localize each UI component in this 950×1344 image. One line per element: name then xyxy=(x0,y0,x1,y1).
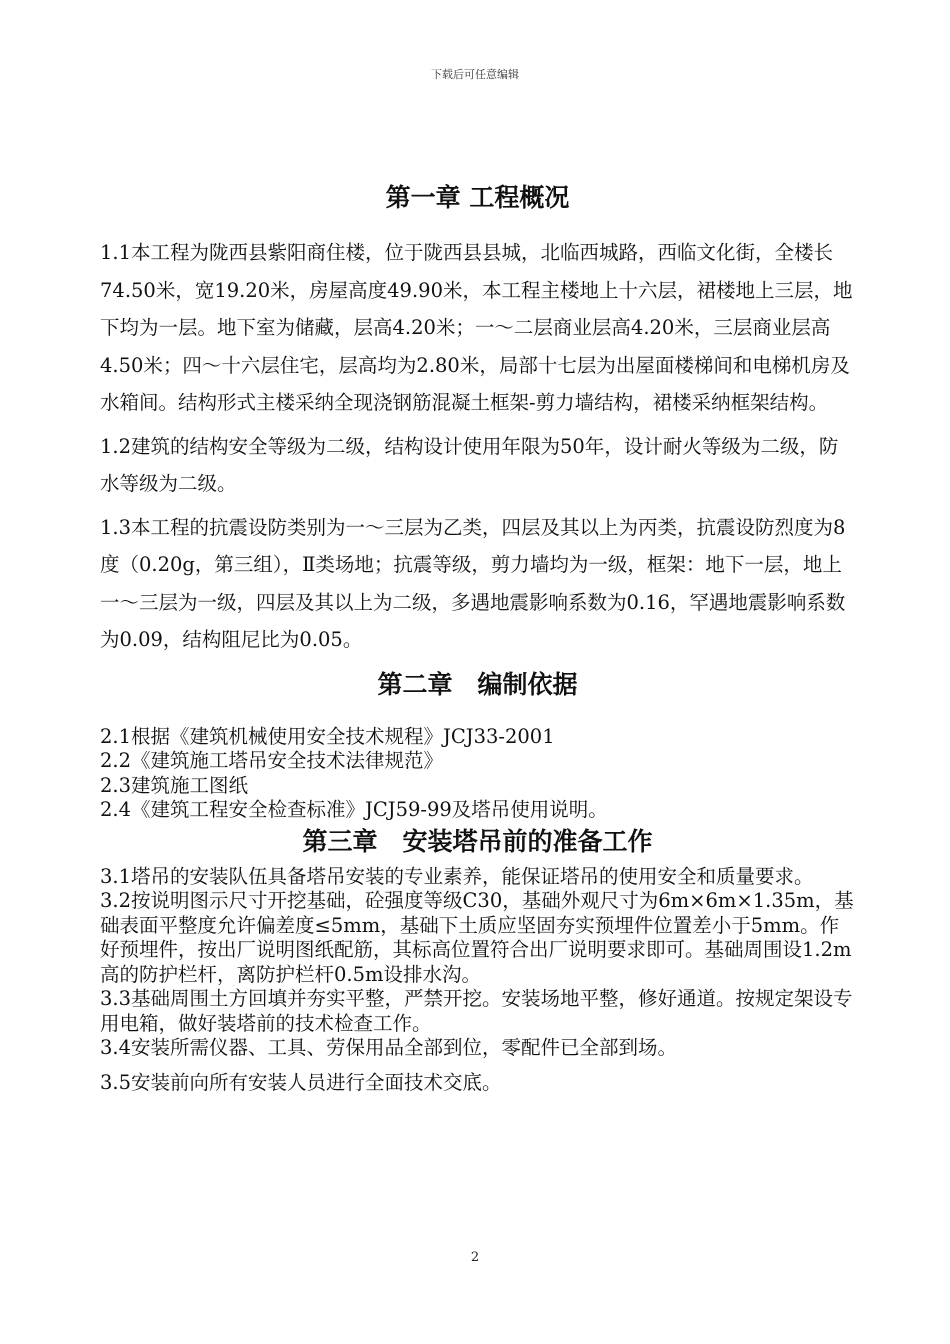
paragraph-1-1: 1.1本工程为陇西县紫阳商住楼，位于陇西县县城，北临西城路，西临文化街，全楼长74.50米，宽19.20米，房屋高度49.90米，本工程主楼地上十六层，裙楼地上三层，地下均为一层。地下室为储藏，层高4.20米；一～二层商业层高4.20米，三层商业层高4.50米；四～十六层住宅，层高均为2.80米，局部十七层为出屋面楼梯间和电梯机房及水箱间。结构形式主楼采纳全现浇钢筋混凝土框架-剪力墙结构，裙楼采纳框架结构。 xyxy=(100,241,853,414)
chapter-3-title: 第三章 安装塔吊前的准备工作 xyxy=(302,826,653,856)
paragraph-3-5: 3.5安装前向所有安装人员进行全面技术交底。 xyxy=(100,1070,502,1094)
paragraph-3-2: 3.2按说明图示尺寸开挖基础，砼强度等级C30，基础外观尺寸为6m×6m×1.35m，基础表面平整度允许偏差度≤5mm，基础下土质应坚固夯实预埋件位置差小于5mm。作好预埋件，按出厂说明图纸配筋，其标高位置符合出厂说明要求即可。基础周围设1.2m高的防护栏杆，离防护栏杆0.5m设排水沟。 xyxy=(100,889,854,986)
list-item: 2.2《建筑施工塔吊安全技术法律规范》 xyxy=(100,749,444,772)
list-item: 2.1根据《建筑机械使用安全技术规程》JCJ33-2001 xyxy=(100,724,555,748)
paragraph-3-3: 3.3基础周围土方回填并夯实平整，严禁开挖。安装场地平整，修好通道。按规定架设专用电箱，做好装塔前的技术检查工作。 xyxy=(100,987,853,1035)
basis-list xyxy=(100,725,855,823)
list-item: 2.3建筑施工图纸 xyxy=(100,773,249,797)
page-number: 2 xyxy=(470,1250,480,1265)
paragraph-3-4: 3.4安装所需仪器、工具、劳保用品全部到位，零配件已全部到场。 xyxy=(100,1036,678,1059)
document-body xyxy=(100,178,855,1095)
paragraph-1-2: 1.2建筑的结构安全等级为二级，结构设计使用年限为50年，设计耐火等级为二级，防水等级为二级。 xyxy=(100,434,839,495)
paragraph-3-1: 3.1塔吊的安装队伍具备塔吊安装的专业素养，能保证塔吊的使用安全和质量要求。 xyxy=(100,864,814,888)
page-header-note: 下载后可任意编辑 xyxy=(431,68,519,81)
paragraph-1-3: 1.3本工程的抗震设防类别为一～三层为乙类，四层及其以上为丙类，抗震设防烈度为8度（0.20g，第三组），Ⅱ类场地；抗震等级，剪力墙均为一级，框架：地下一层，地上一～三层为一级，四层及其以上为二级，多遇地震影响系数为0.16，罕遇地震影响系数为0.09，结构阻尼比为0.05。 xyxy=(100,515,846,651)
chapter-2-title: 第二章 编制依据 xyxy=(377,669,578,699)
list-item: 2.4《建筑工程安全检查标准》JCJ59-99及塔吊使用说明。 xyxy=(100,798,608,821)
chapter-1-title: 第一章 工程概况 xyxy=(385,183,570,212)
